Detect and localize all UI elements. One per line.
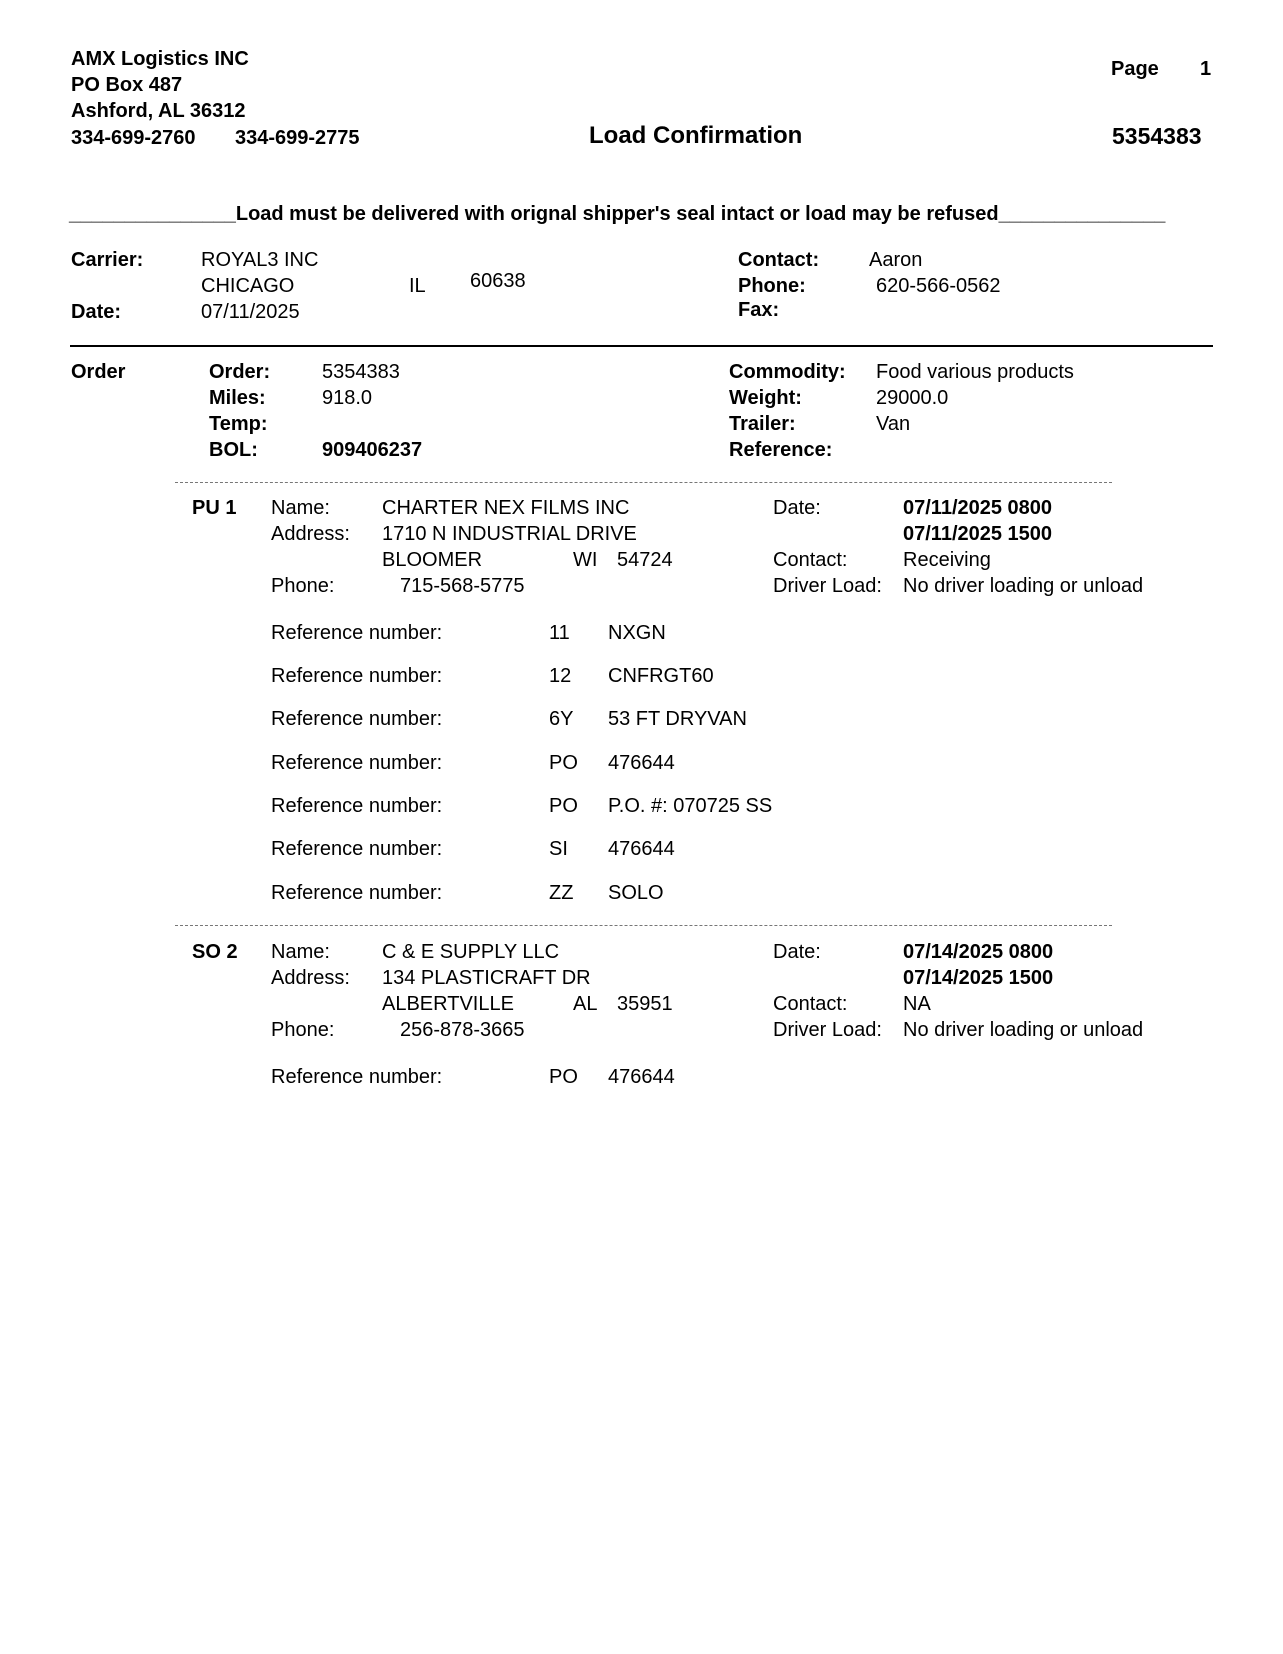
stop-city: BLOOMER (382, 549, 483, 571)
stop-zip: 54724 (617, 549, 673, 571)
reference-value: 476644 (608, 752, 675, 774)
stop-contact: NA (903, 993, 931, 1015)
stop-divider (175, 482, 1112, 483)
carrier-contact: Aaron (869, 249, 923, 271)
commodity-label: Commodity: (729, 361, 846, 383)
stop-address-label: Address: (271, 967, 350, 989)
carrier-fax-label: Fax: (738, 299, 780, 321)
stop-address: 134 PLASTICRAFT DR (382, 967, 591, 989)
reference-qualifier: SI (549, 838, 568, 860)
reference-qualifier: 11 (549, 622, 570, 644)
stop-name-label: Name: (271, 497, 330, 519)
reference-qualifier: PO (549, 752, 578, 774)
stop-driver-load: No driver loading or unload (903, 575, 1144, 597)
carrier-contact-label: Contact: (738, 249, 820, 271)
reference-value: 476644 (608, 1066, 675, 1088)
carrier-phone: 620-566-0562 (876, 275, 1001, 297)
order-label: Order: (209, 361, 271, 383)
reference-qualifier: 6Y (549, 708, 574, 730)
order-section-label: Order (71, 361, 126, 383)
stop-date-from: 07/11/2025 0800 (903, 497, 1053, 519)
reference-value: NXGN (608, 622, 666, 644)
reference-number-label: Reference number: (271, 622, 443, 644)
reference-value: 53 FT DRYVAN (608, 708, 747, 730)
company-name: AMX Logistics INC (71, 48, 249, 70)
reference-value: 476644 (608, 838, 675, 860)
carrier-date: 07/11/2025 (201, 301, 300, 323)
stop-phone: 715-568-5775 (400, 575, 525, 597)
carrier-city: CHICAGO (201, 275, 295, 297)
reference-qualifier: 12 (549, 665, 572, 687)
section-divider (70, 345, 1213, 347)
weight-value: 29000.0 (876, 387, 949, 409)
carrier-name: ROYAL3 INC (201, 249, 319, 271)
stop-zip: 35951 (617, 993, 673, 1015)
reference-number-label: Reference number: (271, 795, 443, 817)
reference-number-label: Reference number: (271, 1066, 443, 1088)
trailer-label: Trailer: (729, 413, 796, 435)
reference-label: Reference: (729, 439, 833, 461)
stop-phone: 256-878-3665 (400, 1019, 525, 1041)
reference-value: CNFRGT60 (608, 665, 714, 687)
stop-divider (175, 925, 1112, 926)
bol-label: BOL: (209, 439, 258, 461)
stop-contact-label: Contact: (773, 993, 848, 1015)
document-title: Load Confirmation (589, 122, 803, 149)
reference-number-label: Reference number: (271, 752, 443, 774)
stop-date-label: Date: (773, 941, 821, 963)
stop-address: 1710 N INDUSTRIAL DRIVE (382, 523, 637, 545)
temp-label: Temp: (209, 413, 268, 435)
stop-phone-label: Phone: (271, 575, 335, 597)
company-phone-primary: 334-699-2760 (71, 127, 196, 149)
bol-value: 909406237 (322, 439, 423, 461)
carrier-state: IL (409, 275, 426, 297)
carrier-phone-label: Phone: (738, 275, 806, 297)
miles-label: Miles: (209, 387, 266, 409)
stop-date-label: Date: (773, 497, 821, 519)
carrier-zip: 60638 (470, 270, 526, 292)
stop-code: PU 1 (192, 497, 237, 519)
order-number: 5354383 (322, 361, 400, 383)
reference-number-label: Reference number: (271, 665, 443, 687)
stop-contact-label: Contact: (773, 549, 848, 571)
company-address-line2: Ashford, AL 36312 (71, 100, 246, 122)
reference-qualifier: PO (549, 795, 578, 817)
stop-address-label: Address: (271, 523, 350, 545)
company-address-line1: PO Box 487 (71, 74, 183, 96)
carrier-label: Carrier: (71, 249, 144, 271)
stop-state: WI (573, 549, 598, 571)
reference-number-label: Reference number: (271, 882, 443, 904)
reference-number-label: Reference number: (271, 838, 443, 860)
reference-value: SOLO (608, 882, 664, 904)
reference-qualifier: PO (549, 1066, 578, 1088)
stop-name-label: Name: (271, 941, 330, 963)
carrier-date-label: Date: (71, 301, 122, 323)
stop-driver-load: No driver loading or unload (903, 1019, 1144, 1041)
company-phone-secondary: 334-699-2775 (235, 127, 360, 149)
stop-name: C & E SUPPLY LLC (382, 941, 560, 963)
stop-date-to: 07/14/2025 1500 (903, 967, 1054, 989)
stop-driver-load-label: Driver Load: (773, 575, 882, 597)
stop-code: SO 2 (192, 941, 238, 963)
stop-city: ALBERTVILLE (382, 993, 514, 1015)
trailer-value: Van (876, 413, 911, 435)
reference-value: P.O. #: 070725 SS (608, 795, 773, 817)
stop-phone-label: Phone: (271, 1019, 335, 1041)
load-number: 5354383 (1112, 123, 1202, 149)
stop-date-from: 07/14/2025 0800 (903, 941, 1054, 963)
stop-state: AL (573, 993, 598, 1015)
miles-value: 918.0 (322, 387, 373, 409)
stop-contact: Receiving (903, 549, 991, 571)
seal-notice: _______________Load must be delivered with orignal shipper's seal intact or load may be refused_______________ (69, 203, 1166, 225)
page-label: Page (1111, 58, 1159, 80)
stop-driver-load-label: Driver Load: (773, 1019, 882, 1041)
stop-date-to: 07/11/2025 1500 (903, 523, 1053, 545)
reference-qualifier: ZZ (549, 882, 574, 904)
weight-label: Weight: (729, 387, 802, 409)
page-number: 1 (1200, 58, 1212, 80)
reference-number-label: Reference number: (271, 708, 443, 730)
stop-name: CHARTER NEX FILMS INC (382, 497, 630, 519)
commodity-value: Food various products (876, 361, 1074, 383)
